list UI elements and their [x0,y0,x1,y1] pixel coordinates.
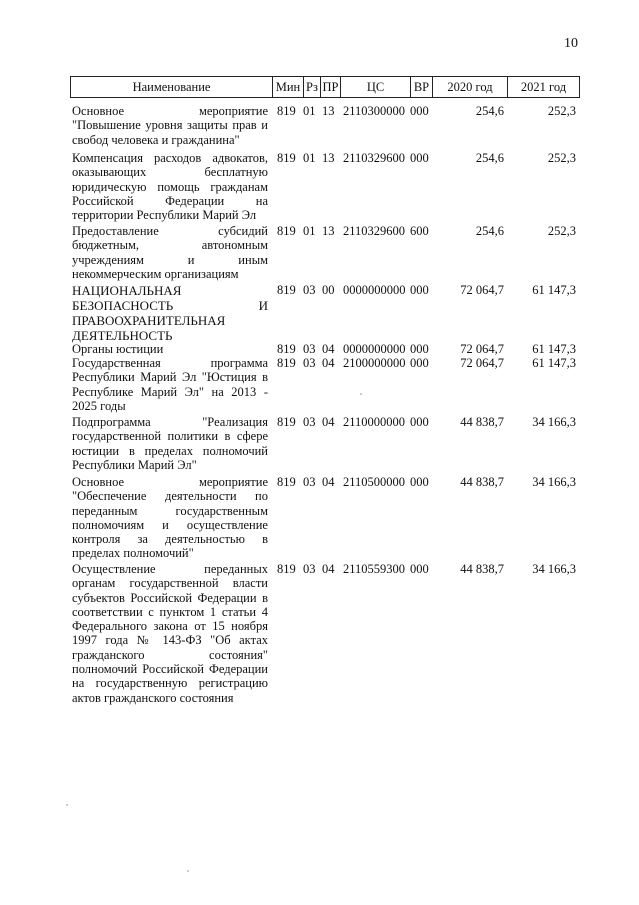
row-vr: 000 [410,151,429,165]
row-rz: 03 [303,356,316,370]
header-min: Мин [273,76,304,98]
header-pr: ПР [321,76,341,98]
row-2020: 72 064,7 [460,356,504,370]
header-2020: 2020 год [433,76,508,98]
row-2021: 61 147,3 [532,342,576,356]
row-pr: 13 [322,104,335,118]
row-vr: 000 [410,415,429,429]
row-cs: 2110000000 [343,415,406,429]
row-name: Основное мероприятие "Повышение уровня защиты прав и свобод человека и гражданина" [72,104,268,147]
row-pr: 04 [322,475,335,489]
row-cs: 0000000000 [343,283,406,297]
row-vr: 600 [410,224,429,238]
row-name: Органы юстиции [72,342,164,356]
row-name: Осуществление переданных органам государственной власти субъектов Российской Федерации в соответствии с пунктом 1 статьи 4 Федерального закона от 15 ноября 1997 года № 143-ФЗ "Об актах гражданского состояния" полномочий Российской Федерации на государственную регистрацию актов гражданского состояния [72,562,268,705]
row-rz: 03 [303,562,316,576]
row-rz: 01 [303,151,316,165]
row-min: 819 [277,283,296,297]
row-2021: 34 166,3 [532,415,576,429]
row-2020: 44 838,7 [460,475,504,489]
row-name: Основное мероприятие "Обеспечение деятельности по переданным государственным полномочиям и осуществление контроля за деятельностью в пределах полномочий" [72,475,268,561]
row-pr: 04 [322,356,335,370]
header-rz: Рз [304,76,321,98]
row-name: Подпрограмма "Реализация государственной политики в сфере юстиции в пределах полномочий Республики Марий Эл" [72,415,268,472]
scan-speck [66,804,68,806]
row-vr: 000 [410,104,429,118]
row-name: НАЦИОНАЛЬНАЯ БЕЗОПАСНОСТЬ И ПРАВООХРАНИТЕЛЬНАЯ ДЕЯТЕЛЬНОСТЬ [72,283,268,343]
row-name: Государственная программа Республики Марий Эл "Юстиция в Республике Марий Эл" на 2013 - 2025 годы [72,356,268,413]
row-2021: 61 147,3 [532,356,576,370]
row-pr: 00 [322,283,335,297]
row-2020: 72 064,7 [460,342,504,356]
row-2020: 254,6 [475,224,504,238]
row-cs: 2110329600 [343,151,406,165]
row-2020: 44 838,7 [460,562,504,576]
row-min: 819 [277,151,296,165]
row-2021: 252,3 [547,151,576,165]
page-number: 10 [564,36,578,51]
row-pr: 04 [322,562,335,576]
row-vr: 000 [410,562,429,576]
row-vr: 000 [410,356,429,370]
row-2020: 44 838,7 [460,415,504,429]
row-name: Предоставление субсидий бюджетным, автономным учреждениям и иным некоммерческим организациям [72,224,268,281]
row-2020: 254,6 [475,104,504,118]
header-vr: ВР [411,76,433,98]
row-cs: 2110329600 [343,224,406,238]
row-rz: 03 [303,415,316,429]
row-2021: 34 166,3 [532,562,576,576]
row-vr: 000 [410,475,429,489]
row-pr: 04 [322,342,335,356]
row-min: 819 [277,224,296,238]
row-name: Компенсация расходов адвокатов, оказывающих бесплатную юридическую помощь гражданам Российской Федерации на территории Республики Марий Эл [72,151,268,223]
row-min: 819 [277,342,296,356]
row-min: 819 [277,562,296,576]
header-name: Наименование [70,76,273,98]
scan-speck [187,870,189,872]
row-2020: 254,6 [475,151,504,165]
row-pr: 04 [322,415,335,429]
row-2021: 252,3 [547,104,576,118]
header-cs: ЦС [341,76,411,98]
row-vr: 000 [410,342,429,356]
row-2021: 34 166,3 [532,475,576,489]
row-cs: 0000000000 [343,342,406,356]
row-min: 819 [277,415,296,429]
row-cs: 2110500000 [343,475,406,489]
row-cs: 2100000000 [343,356,406,370]
row-rz: 03 [303,475,316,489]
row-pr: 13 [322,151,335,165]
row-rz: 01 [303,104,316,118]
row-2020: 72 064,7 [460,283,504,297]
row-pr: 13 [322,224,335,238]
scan-speck [360,393,362,395]
row-rz: 03 [303,342,316,356]
row-min: 819 [277,356,296,370]
row-cs: 2110559300 [343,562,406,576]
row-rz: 01 [303,224,316,238]
header-2021: 2021 год [508,76,580,98]
row-2021: 252,3 [547,224,576,238]
row-min: 819 [277,104,296,118]
row-2021: 61 147,3 [532,283,576,297]
row-rz: 03 [303,283,316,297]
row-cs: 2110300000 [343,104,406,118]
row-min: 819 [277,475,296,489]
row-vr: 000 [410,283,429,297]
